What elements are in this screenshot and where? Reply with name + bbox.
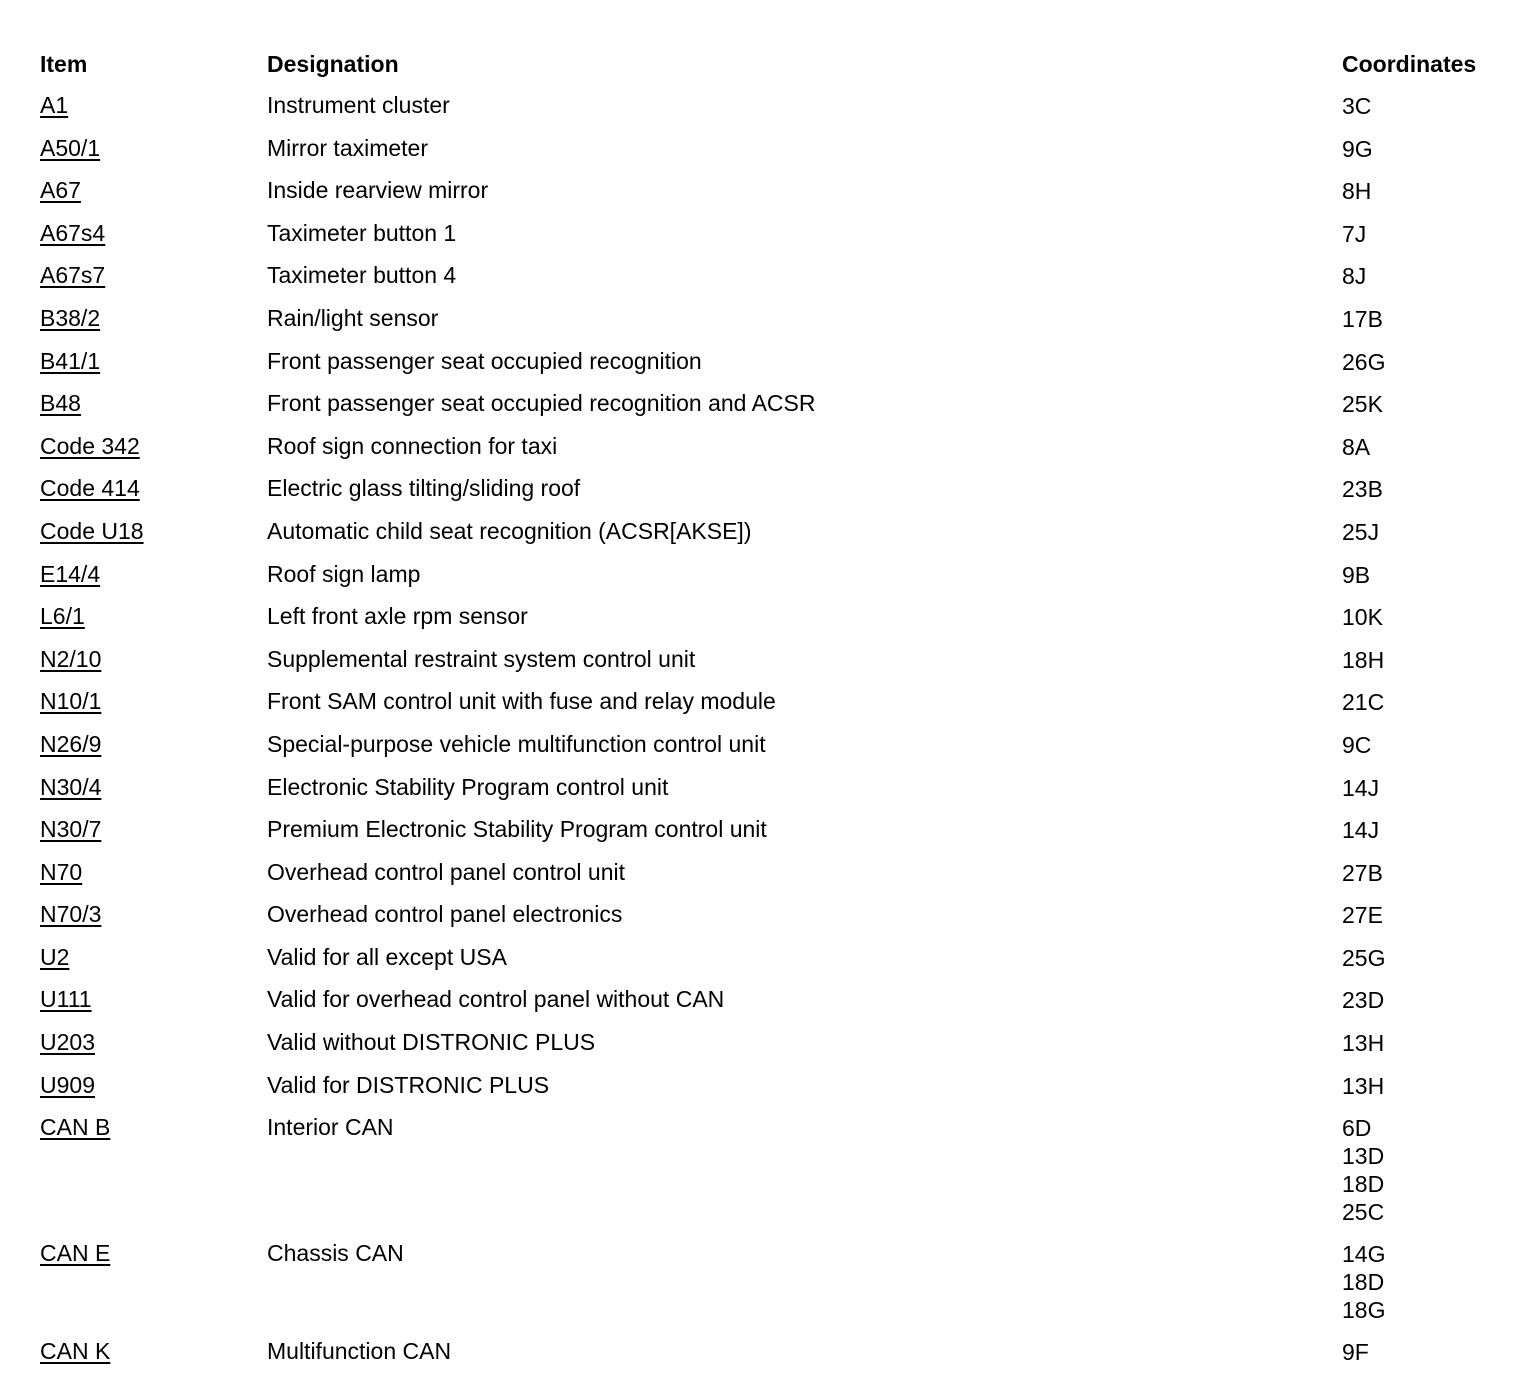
- legend-header-row: [40, 44, 1520, 84]
- coordinate-value: 14J: [1342, 774, 1380, 801]
- item-link[interactable]: A1: [40, 92, 69, 118]
- table-row: [40, 553, 1520, 596]
- designation-cell: Chassis CAN: [267, 1240, 404, 1267]
- coordinates-cell: [1342, 859, 1520, 887]
- header-item: Item: [40, 50, 88, 77]
- designation-cell: Automatic child seat recognition (ACSR[AKSE]): [267, 517, 752, 544]
- item-cell: [40, 390, 267, 416]
- coordinates-cell: [1342, 944, 1520, 972]
- item-cell: [40, 262, 267, 288]
- coordinate-value: 9G: [1342, 135, 1373, 162]
- coordinates-cell: [1342, 731, 1520, 759]
- coordinates-cell: [1342, 262, 1520, 290]
- coordinate-value: 25J: [1342, 518, 1380, 545]
- table-row: [40, 595, 1520, 638]
- item-link[interactable]: B38/2: [40, 304, 101, 331]
- designation-cell: Interior CAN: [267, 1114, 394, 1141]
- item-link[interactable]: U111: [40, 986, 92, 1013]
- item-cell: [40, 901, 267, 927]
- coordinate-value: 18D: [1342, 1269, 1385, 1296]
- coordinates-cell: [1342, 816, 1520, 844]
- item-link[interactable]: CAN K: [40, 1338, 111, 1365]
- coordinates-cell: [1342, 475, 1520, 503]
- item-link[interactable]: A67s7: [40, 262, 106, 289]
- item-link[interactable]: E14/4: [40, 560, 101, 587]
- coordinates-cell: [1342, 774, 1520, 802]
- table-row: [40, 297, 1520, 340]
- designation-cell: Front passenger seat occupied recognition: [267, 347, 702, 374]
- coordinates-cell: [1342, 348, 1520, 376]
- item-link[interactable]: U2: [40, 943, 70, 970]
- item-link[interactable]: Code U18: [40, 517, 144, 544]
- item-cell: [40, 688, 267, 714]
- coordinate-value: 25C: [1342, 1199, 1385, 1226]
- item-link[interactable]: B48: [40, 390, 81, 417]
- table-row: [40, 936, 1520, 979]
- coordinates-cell: [1342, 1240, 1520, 1324]
- item-cell: [40, 646, 267, 672]
- table-row: [40, 510, 1520, 553]
- item-link[interactable]: N26/9: [40, 730, 102, 757]
- coordinate-value: 13D: [1342, 1143, 1385, 1170]
- item-link[interactable]: U909: [40, 1071, 95, 1098]
- item-link[interactable]: L6/1: [40, 603, 85, 630]
- legend-rows: [40, 84, 1520, 1373]
- item-link[interactable]: A67s4: [40, 219, 106, 246]
- coordinate-value: 25K: [1342, 391, 1383, 418]
- table-row: [40, 84, 1520, 127]
- coordinates-cell: [1342, 390, 1520, 418]
- item-link[interactable]: B41/1: [40, 347, 101, 374]
- item-cell: [40, 944, 267, 970]
- item-cell: [40, 220, 267, 246]
- table-row: [40, 254, 1520, 297]
- item-link[interactable]: CAN B: [40, 1114, 111, 1141]
- designation-cell: Multifunction CAN: [267, 1338, 452, 1365]
- coordinates-cell: [1342, 646, 1520, 674]
- item-cell: [40, 1240, 267, 1266]
- coordinate-value: 21C: [1342, 689, 1385, 716]
- designation-cell: Electronic Stability Program control unit: [267, 773, 669, 800]
- table-row: [40, 169, 1520, 212]
- coordinates-cell: [1342, 433, 1520, 461]
- item-cell: [40, 475, 267, 501]
- item-link[interactable]: N30/7: [40, 816, 102, 843]
- designation-cell: Overhead control panel electronics: [267, 901, 623, 928]
- item-cell: [40, 561, 267, 587]
- item-link[interactable]: N30/4: [40, 773, 102, 800]
- item-link[interactable]: A67: [40, 177, 81, 204]
- item-cell: [40, 1029, 267, 1055]
- table-row: [40, 680, 1520, 723]
- coordinates-cell: [1342, 603, 1520, 631]
- coordinates-cell: [1342, 177, 1520, 205]
- coordinate-value: 23D: [1342, 987, 1385, 1014]
- coordinate-value: 26G: [1342, 348, 1386, 375]
- coordinate-value: 27B: [1342, 859, 1383, 886]
- coordinate-value: 9B: [1342, 561, 1371, 588]
- table-row: [40, 1064, 1520, 1107]
- item-cell: [40, 774, 267, 800]
- item-cell: [40, 348, 267, 374]
- item-cell: [40, 603, 267, 629]
- coordinate-value: 9F: [1342, 1339, 1369, 1366]
- item-cell: [40, 135, 267, 161]
- coordinate-value: 8H: [1342, 178, 1372, 205]
- item-link[interactable]: N70: [40, 858, 83, 885]
- coordinates-cell: [1342, 1072, 1520, 1100]
- coordinate-value: 18D: [1342, 1171, 1385, 1198]
- table-row: [40, 978, 1520, 1021]
- item-cell: [40, 518, 267, 544]
- designation-cell: Mirror taximeter: [267, 134, 429, 161]
- item-link[interactable]: Code 414: [40, 475, 140, 502]
- table-row: [40, 808, 1520, 851]
- coordinates-cell: [1342, 135, 1520, 163]
- table-row: [40, 723, 1520, 766]
- header-coordinates: Coordinates: [1342, 50, 1477, 77]
- item-link[interactable]: CAN E: [40, 1240, 111, 1267]
- item-cell: [40, 986, 267, 1012]
- item-link[interactable]: N10/1: [40, 688, 102, 715]
- coordinate-value: 25G: [1342, 944, 1386, 971]
- coordinates-cell: [1342, 305, 1520, 333]
- designation-cell: Front SAM control unit with fuse and relay module: [267, 688, 776, 715]
- item-link[interactable]: A50/1: [40, 134, 101, 161]
- table-row: [40, 893, 1520, 936]
- table-row: [40, 382, 1520, 425]
- coordinate-value: 18G: [1342, 1297, 1386, 1324]
- table-row: [40, 851, 1520, 894]
- coordinates-cell: [1342, 1338, 1520, 1366]
- coordinates-cell: [1342, 518, 1520, 546]
- coordinate-value: 13H: [1342, 1030, 1385, 1057]
- designation-cell: Valid for overhead control panel without CAN: [267, 986, 725, 1013]
- table-row: [40, 1106, 1520, 1232]
- coordinates-cell: [1342, 986, 1520, 1014]
- item-link[interactable]: Code 342: [40, 432, 140, 459]
- item-cell: [40, 731, 267, 757]
- coordinates-cell: [1342, 901, 1520, 929]
- coordinate-value: 9C: [1342, 731, 1372, 758]
- designation-cell: Overhead control panel control unit: [267, 858, 625, 885]
- coordinate-value: 14J: [1342, 817, 1380, 844]
- table-row: [40, 127, 1520, 170]
- coordinate-value: 18H: [1342, 646, 1385, 673]
- table-row: [40, 340, 1520, 383]
- designation-cell: Inside rearview mirror: [267, 177, 489, 204]
- table-row: [40, 425, 1520, 468]
- designation-cell: Supplemental restraint system control unit: [267, 645, 696, 672]
- item-link[interactable]: U203: [40, 1029, 95, 1056]
- item-cell: [40, 433, 267, 459]
- item-cell: [40, 816, 267, 842]
- designation-cell: Special-purpose vehicle multifunction control unit: [267, 730, 766, 757]
- designation-cell: Premium Electronic Stability Program control unit: [267, 816, 767, 843]
- item-cell: [40, 859, 267, 885]
- item-cell: [40, 1114, 267, 1140]
- designation-cell: Valid for DISTRONIC PLUS: [267, 1071, 550, 1098]
- item-link[interactable]: N70/3: [40, 901, 102, 928]
- item-cell: [40, 92, 267, 118]
- coordinate-value: 27E: [1342, 902, 1383, 929]
- coordinate-value: 23B: [1342, 476, 1383, 503]
- coordinate-value: 13H: [1342, 1072, 1385, 1099]
- coordinate-value: 3C: [1342, 93, 1372, 119]
- item-link[interactable]: N2/10: [40, 645, 102, 672]
- table-row: [40, 1232, 1520, 1330]
- designation-cell: Taximeter button 1: [267, 219, 457, 246]
- coordinate-value: 17B: [1342, 305, 1383, 332]
- coordinate-value: 6D: [1342, 1115, 1372, 1142]
- coordinate-value: 14G: [1342, 1241, 1386, 1268]
- designation-cell: Valid without DISTRONIC PLUS: [267, 1029, 596, 1056]
- coordinates-cell: [1342, 92, 1520, 120]
- designation-cell: Left front axle rpm sensor: [267, 603, 528, 630]
- designation-cell: Roof sign lamp: [267, 560, 421, 587]
- item-cell: [40, 305, 267, 331]
- designation-cell: Electric glass tilting/sliding roof: [267, 475, 581, 502]
- coordinates-cell: [1342, 1029, 1520, 1057]
- coordinate-value: 8J: [1342, 263, 1367, 290]
- header-designation: Designation: [267, 50, 399, 77]
- coordinates-cell: [1342, 220, 1520, 248]
- table-row: [40, 638, 1520, 681]
- designation-cell: Rain/light sensor: [267, 304, 439, 331]
- designation-cell: Instrument cluster: [267, 92, 450, 118]
- coordinate-value: 8A: [1342, 433, 1371, 460]
- table-row: [40, 766, 1520, 809]
- table-row: [40, 467, 1520, 510]
- item-cell: [40, 1072, 267, 1098]
- designation-cell: Taximeter button 4: [267, 262, 457, 289]
- coordinate-value: 7J: [1342, 220, 1367, 247]
- table-row: [40, 1021, 1520, 1064]
- item-cell: [40, 177, 267, 203]
- coordinate-value: 10K: [1342, 604, 1383, 631]
- item-cell: [40, 1338, 267, 1364]
- legend-table: [40, 44, 1520, 1373]
- coordinates-cell: [1342, 561, 1520, 589]
- table-row: [40, 212, 1520, 255]
- designation-cell: Valid for all except USA: [267, 943, 507, 970]
- coordinates-cell: [1342, 1114, 1520, 1226]
- designation-cell: Roof sign connection for taxi: [267, 432, 558, 459]
- table-row: [40, 1330, 1520, 1373]
- coordinates-cell: [1342, 688, 1520, 716]
- designation-cell: Front passenger seat occupied recognition and ACSR: [267, 390, 816, 417]
